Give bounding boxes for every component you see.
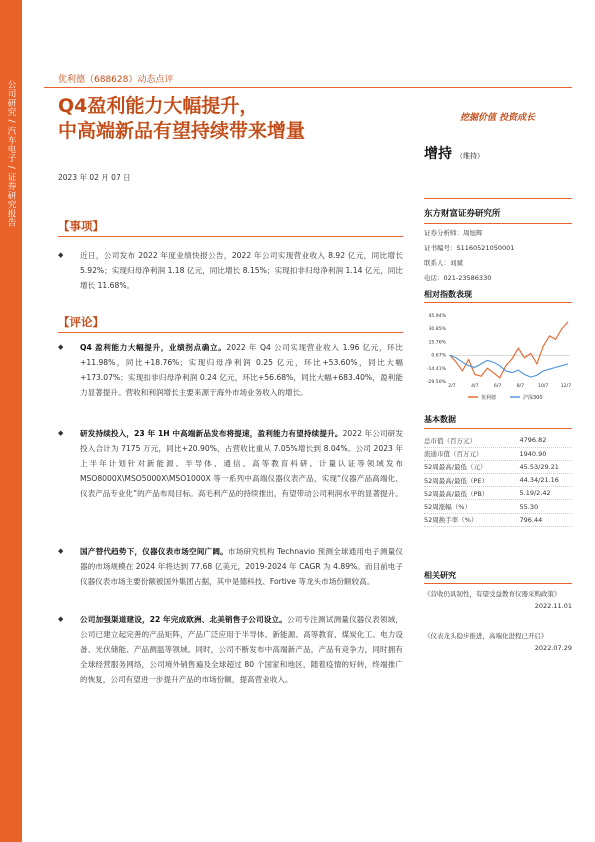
diamond-bullet-icon: ◆ <box>58 429 64 437</box>
report-title <box>58 94 418 144</box>
basic-data-value: 1940.90 <box>504 447 572 460</box>
rating-divider <box>424 198 572 199</box>
basic-data-value: 45.53/29.21 <box>504 460 572 473</box>
events-divider <box>58 236 403 237</box>
y-tick-label: 45.94% <box>428 314 446 319</box>
y-tick-label: 0.67% <box>431 353 446 359</box>
relative-perf-divider <box>424 302 572 303</box>
relative-perf-heading: 相对指数表现 <box>424 290 472 299</box>
rating-value: 增持 （维持） <box>424 146 484 162</box>
basic-data-value: 44.34/21.16 <box>504 474 572 487</box>
basic-data-label: 52周换手率（%） <box>424 513 504 526</box>
basic-data-value: 5.19/2.42 <box>504 487 572 500</box>
legend-label-uli: 优利德 <box>481 395 497 401</box>
x-tick-label: 2/7 <box>448 384 456 389</box>
series-line-hs300 <box>450 355 568 377</box>
cert-number: 证书编号：S1160521050001 <box>424 244 515 252</box>
diamond-bullet-icon: ◆ <box>58 251 64 259</box>
y-tick-label: -14.41% <box>426 366 446 372</box>
basic-data-value: 796.44 <box>504 513 572 526</box>
related-item-date: 2022.11.01 <box>534 602 572 610</box>
diamond-bullet-icon: ◆ <box>58 547 64 555</box>
basic-data-row <box>424 474 572 487</box>
report-date: 2023 年 02 月 07 日 <box>58 173 131 182</box>
related-item-date: 2022.07.29 <box>534 644 572 652</box>
related-divider <box>424 583 572 584</box>
related-item-2 <box>424 630 572 654</box>
relative-perf-chart <box>424 309 572 405</box>
comment-paragraph-1: ◆ Q4 盈利能力大幅提升，业绩拐点确立。2022 年 Q4 公司实现营业收入 1.96 亿元，环比+11.98%，同比+18.76%；实现归母净利润 0.25 亿元，环比+53.60%，同比大幅+173.07%；实现扣非归母净利润 0.24 亿元，环比+56.68%，同比大幅+683.40%，盈利能力显著提升。营收和利润增长主要来源于海外市场业务收入的增长。 <box>58 340 403 400</box>
org-divider <box>424 223 572 224</box>
related-item-title[interactable]: 《营收仍具韧性，有望受益教育仪器采购政策》 <box>424 590 561 598</box>
basic-data-row <box>424 460 572 473</box>
related-item-1 <box>424 588 572 612</box>
basic-data-row <box>424 513 572 526</box>
x-tick-label: 12/7 <box>560 384 572 389</box>
basic-data-divider <box>424 428 572 429</box>
stock-tag: 优利德（688628）动态点评 <box>58 75 174 85</box>
comments-heading: 【评论】 <box>58 315 104 329</box>
phone: 电话：021-23586330 <box>424 274 492 282</box>
diamond-bullet-icon: ◆ <box>58 343 64 351</box>
header-divider <box>44 87 572 88</box>
rating-note: （维持） <box>456 152 484 160</box>
y-tick-label: -29.50% <box>426 380 446 385</box>
events-heading: 【事项】 <box>58 219 104 233</box>
basic-data-label: 52周最高/最低（元） <box>424 460 504 473</box>
sidebar-band <box>0 0 22 842</box>
org-name: 东方财富证券研究所 <box>424 209 501 219</box>
title-line-1: Q4盈利能力大幅提升， <box>58 95 259 117</box>
basic-data-label: 总市值（百万元） <box>424 434 504 447</box>
basic-data-label: 52周最高/最低（PB） <box>424 487 504 500</box>
sidebar-category: 公司研究 / 汽车电子 / 证券研究报告 <box>6 80 16 228</box>
title-line-2: 中高端新品有望持续带来增量 <box>58 120 306 142</box>
comments-divider <box>58 332 403 333</box>
basic-data-row <box>424 434 572 447</box>
related-heading: 相关研究 <box>424 571 456 580</box>
basic-data-label: 52周涨幅（%） <box>424 500 504 513</box>
comment-paragraph-2: ◆ 研发持续投入，23 年 1H 中高端新品发布将提速，盈利能力有望持续提升。2022 年公司研发投入合计为 7175 万元，同比+20.90%，占营收比重从 7.05%增长到 8.04%。公司 2023 年上半年计划针对新能源、半导体、通信、高等教育科研、计量认证等领域发布 MSO8000X\MSO5000X\MSO1000X 等一系列中高端仪器仪表产品，实现“仪器产品高端化、仪表产品专业化”的产品布局目标。高毛利产品的持续推出，有望带动公司利润水平的显著提升。 <box>58 426 403 501</box>
basic-data-heading: 基本数据 <box>424 415 456 424</box>
x-tick-label: 6/7 <box>493 384 502 389</box>
rating-box <box>424 143 572 163</box>
contact: 联系人：刘斌 <box>424 259 463 267</box>
x-tick-label: 8/7 <box>516 384 525 389</box>
x-tick-label: 10/7 <box>538 384 549 389</box>
comment-paragraph-3: ◆ 国产替代趋势下，仪器仪表市场空间广阔。市场研究机构 Technavio 预测全球通用电子测量仪器的市场规模在 2024 年将达到 77.68 亿美元，2019-2024 年 CAGR 为 4.89%。而目前电子仪器仪表市场主要份额被国外集团占据，其中是德科技、Fortive 等龙头市场份额较高。 <box>58 544 403 589</box>
basic-data-label: 52周最高/最低（PE） <box>424 474 504 487</box>
comment-paragraph-4: ◆ 公司加强渠道建设，22 年完成欧洲、北美销售子公司设立。公司专注测试测量仪器仪表领域，公司已建立起完善的产品矩阵，产品广泛应用于半导体、新能源、高等教育、煤炭化工、电力设备、光伏储能、产品测温等领域。同时，公司不断发布中高端新产品，产品有竞争力，同时拥有全球经营服务网络，公司境外销售遍及全球超过 80 个国家和地区，随着疫情的好转，终端推广的恢复，公司有望进一步提升产品的市场份额，提高营业收入。 <box>58 612 403 687</box>
basic-data-value: 4796.82 <box>504 434 572 447</box>
related-item-title[interactable]: 《仪表龙头稳步推进，高端化进程已开启》 <box>424 632 548 640</box>
event-paragraph: ◆ 近日，公司发布 2022 年度业绩快报公告，2022 年公司实现营业收入 8.92 亿元，同比增长 5.92%；实现归母净利润 1.18 亿元，同比增长 8.15%；实现扣非归母净利润 1.14 亿元，同比增长 11.68%。 <box>58 248 403 293</box>
analyst: 证券分析师：周旭辉 <box>424 229 483 237</box>
diamond-bullet-icon: ◆ <box>58 615 64 623</box>
basic-data-row <box>424 487 572 500</box>
y-tick-label: 15.76% <box>428 340 446 346</box>
basic-data-row <box>424 447 572 460</box>
basic-data-row <box>424 500 572 513</box>
legend-label-hs300: 沪深300 <box>523 395 543 401</box>
basic-data-table <box>424 434 572 527</box>
basic-data-value: 55.30 <box>504 500 572 513</box>
slogan: 挖掘价值 投资成长 <box>460 113 536 123</box>
y-tick-label: 30.85% <box>428 327 446 333</box>
basic-data-label: 流通市值（百万元） <box>424 447 504 460</box>
x-tick-label: 4/7 <box>471 384 479 389</box>
